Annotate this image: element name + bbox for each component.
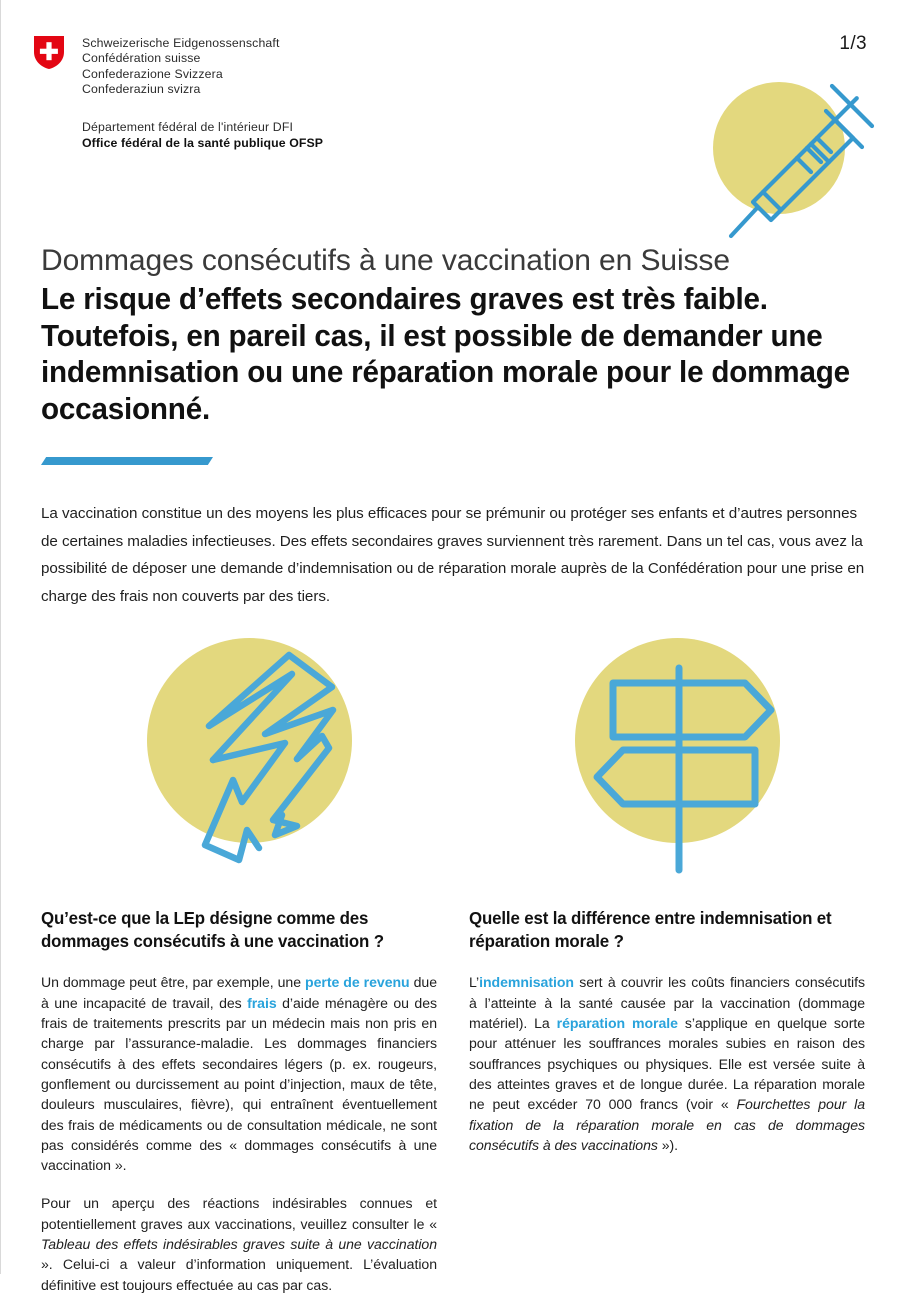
confederation-logo bbox=[34, 36, 280, 98]
right-column-heading: Quelle est la différence entre indemnisation et réparation morale ? bbox=[469, 908, 832, 952]
illustration-row bbox=[1, 630, 900, 880]
intro-paragraph: La vaccination constitue un des moyens les plus efficaces pour se prémunir ou protéger ses enfants et d’autres personnes de certaines maladies infectieuses. Des effets secondaires graves surviennent très rarement. Dans un tel cas, vous avez la possibilité de déposer une demande d’indemnisation ou de réparation morale auprès de la Confédération pour une prise en charge des frais non couverts par des tiers. bbox=[41, 505, 865, 605]
lp1-part3: d’aide ménagère ou des frais de traitements prescrits par un médecin mais non pris en charge par l’assurance-maladie. Les dommages financiers consécutifs à des effets secondaires légers (p. ex. rougeurs, gonflement ou durcissement au point d’injection, maux de tête, douleurs musculaires, fièvre), qui entraînent éventuellement des frais de médicaments ou de consultation médicale, ne sont pas considérés comme des « dommages consécutifs à une vaccination ». bbox=[41, 994, 437, 1174]
lp1-highlight-frais: frais bbox=[247, 994, 277, 1011]
lp1-highlight-perte-de-revenu: perte de revenu bbox=[305, 974, 410, 991]
page-kicker: Dommages consécutifs à une vaccination en Suisse bbox=[41, 244, 730, 277]
rp1-part1: L’ bbox=[469, 974, 480, 991]
confederation-line-fr: Confédération suisse bbox=[82, 51, 201, 66]
left-paragraph-1 bbox=[41, 972, 437, 1175]
swiss-confederation-shield-icon bbox=[34, 36, 64, 69]
illustration-lightning bbox=[147, 630, 397, 880]
confederation-line-it: Confederazione Svizzera bbox=[82, 66, 223, 81]
title-block bbox=[41, 243, 861, 427]
lp1-part2: due à une incapacité de travail, des bbox=[41, 974, 438, 1011]
lightning-bolt-arrows-icon bbox=[147, 630, 397, 880]
left-paragraph-2 bbox=[41, 1193, 437, 1294]
syringe-icon bbox=[719, 60, 869, 250]
lp2-part1: Pour un aperçu des réactions indésirables connues et potentiellement graves aux vaccinations, veuillez consulter le « bbox=[41, 1195, 437, 1232]
page-number: 1/3 bbox=[839, 33, 867, 54]
column-right bbox=[469, 893, 865, 1169]
confederation-line-rm: Confederaziun svizra bbox=[82, 82, 201, 97]
right-paragraph-1 bbox=[469, 972, 865, 1155]
rp1-part2: sert à couvrir les coûts financiers consécutifs à l’atteinte à la santé causée par la vaccination (dommage matériel). La bbox=[469, 974, 865, 1032]
page-title: Le risque d’effets secondaires graves est très faible. Toutefois, en pareil cas, il est possible de demander une indemnisation ou une réparation morale pour le dommage occasionné. bbox=[41, 281, 850, 426]
left-column-heading: Qu’est-ce que la LEp désigne comme des dommages consécutifs à une vaccination ? bbox=[41, 908, 384, 952]
syringe-badge bbox=[713, 82, 845, 214]
lp1-part1: Un dommage peut être, par exemple, une bbox=[41, 974, 306, 991]
rp1-italic-citation: Fourchettes pour la fixation de la réparation morale en cas de dommages consécutifs à des vaccinations bbox=[469, 1096, 865, 1153]
illustration-signpost bbox=[575, 630, 825, 880]
rp1-part4: »). bbox=[657, 1136, 679, 1153]
column-left bbox=[41, 893, 437, 1309]
rp1-part3: s’applique en quelque sorte pour atténuer les souffrances morales subies en raison des souffrances psychiques ou physiques. Elle est versée suite à des atteintes graves et de longue durée. La réparation morale ne peut excéder 70 000 francs (voir « bbox=[469, 1015, 865, 1113]
department-block bbox=[82, 119, 323, 151]
page-header bbox=[1, 0, 900, 230]
lp2-part2: ». Celui-ci a valeur d’information uniquement. L’évaluation définitive est toujours effectuée au cas par cas. bbox=[41, 1256, 437, 1293]
rp1-highlight-reparation-morale: réparation morale bbox=[556, 1015, 678, 1032]
confederation-line-de: Schweizerische Eidgenossenschaft bbox=[82, 36, 280, 50]
lp2-italic-title: Tableau des effets indésirables graves suite à une vaccination bbox=[41, 1236, 437, 1252]
accent-rule bbox=[41, 457, 213, 465]
signpost-direction-arrows-icon bbox=[575, 630, 825, 880]
rp1-highlight-indemnisation: indemnisation bbox=[479, 974, 574, 991]
office-name: Office fédéral de la santé publique OFSP bbox=[82, 136, 324, 150]
department-name: Département fédéral de l'intérieur DFI bbox=[82, 120, 294, 134]
